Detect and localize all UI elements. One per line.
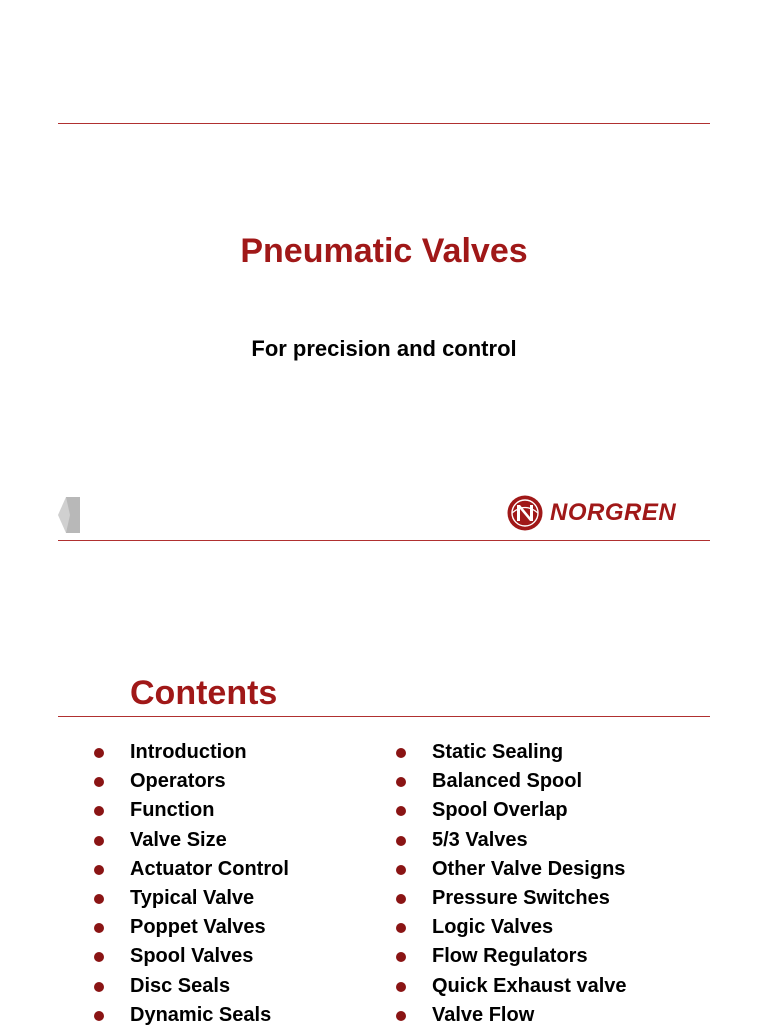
- bullet-icon: [396, 748, 406, 758]
- bullet-icon: [94, 806, 104, 816]
- list-item-label: Spool Overlap: [432, 799, 568, 822]
- slide-title: Pneumatic Valves: [240, 232, 528, 270]
- list-item-label: 5/3 Valves: [432, 828, 528, 851]
- list-item-label: Spool Valves: [130, 945, 254, 968]
- list-item-label: Static Sealing: [432, 741, 564, 763]
- slide-subtitle: For precision and control: [251, 336, 517, 361]
- footer-divider: [58, 540, 710, 541]
- bullet-icon: [94, 894, 104, 904]
- list-item-label: Operators: [130, 770, 226, 793]
- list-item-label: Quick Exhaust valve: [432, 974, 627, 997]
- list-item-label: Introduction: [130, 741, 247, 763]
- bullet-icon: [396, 982, 406, 992]
- back-arrow-icon[interactable]: [56, 494, 84, 536]
- bullet-icon: [396, 952, 406, 962]
- logo-wordmark: NORGREN: [550, 499, 677, 526]
- norgren-logo: [506, 493, 712, 535]
- list-item-label: Disc Seals: [130, 974, 231, 997]
- top-divider: [58, 123, 710, 124]
- bullet-icon: [396, 777, 406, 787]
- list-item-label: Valve Size: [130, 828, 227, 851]
- bullet-icon: [396, 806, 406, 816]
- list-item-label: Valve Flow: [432, 1003, 535, 1026]
- bullet-icon: [94, 836, 104, 846]
- bullet-icon: [94, 952, 104, 962]
- list-item-label: Actuator Control: [130, 857, 289, 880]
- list-item-label: Pressure Switches: [432, 886, 610, 909]
- list-item-label: Function: [130, 799, 215, 822]
- bullet-icon: [396, 836, 406, 846]
- list-item-label: Balanced Spool: [432, 770, 583, 793]
- bullet-icon: [94, 865, 104, 875]
- norgren-emblem-icon: [506, 494, 544, 532]
- list-item-label: Flow Regulators: [432, 945, 588, 968]
- list-item-label: Poppet Valves: [130, 916, 266, 939]
- bullet-icon: [396, 1011, 406, 1021]
- bullet-icon: [94, 748, 104, 758]
- contents-divider: [58, 716, 710, 717]
- bullet-icon: [396, 865, 406, 875]
- list-item-label: Other Valve Designs: [432, 857, 626, 880]
- bullet-icon: [396, 923, 406, 933]
- list-item-label: Dynamic Seals: [130, 1003, 272, 1026]
- contents-heading: Contents: [130, 674, 278, 712]
- bullet-icon: [94, 1011, 104, 1021]
- bullet-icon: [396, 894, 406, 904]
- bullet-icon: [94, 923, 104, 933]
- list-item-label: Logic Valves: [432, 916, 554, 939]
- bullet-icon: [94, 777, 104, 787]
- list-item-label: Typical Valve: [130, 886, 255, 909]
- bullet-icon: [94, 982, 104, 992]
